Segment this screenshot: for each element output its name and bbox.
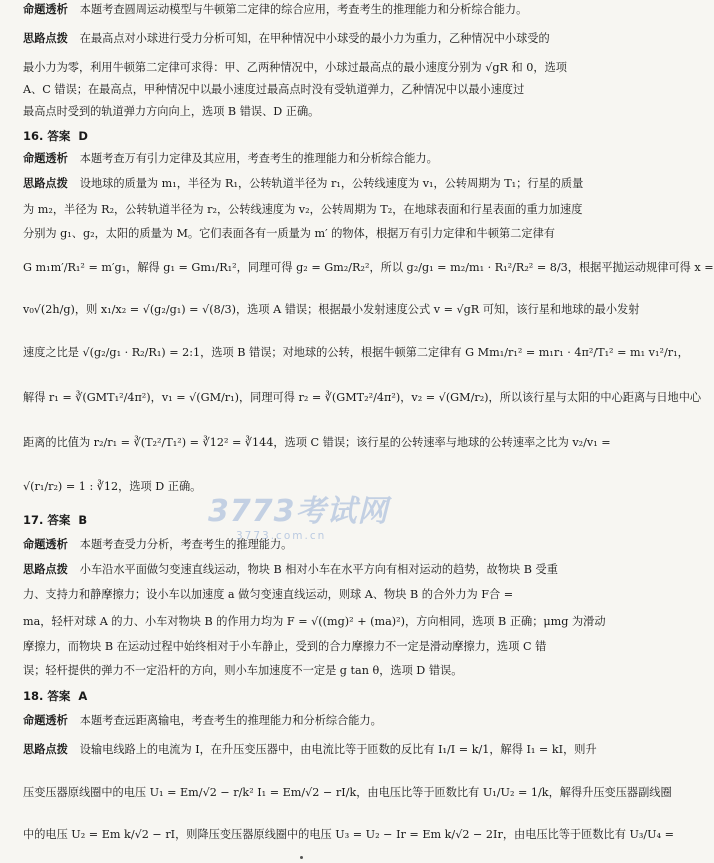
hint-text-4: 摩擦力，而物块 B 在运动过程中始终相对于小车静止，受到的合力摩擦力不一定是滑动摩擦力，选项 C 错 <box>23 640 547 653</box>
hint-line <box>23 33 581 44</box>
hint-text-3: ma，轻杆对球 A 的力、小车对物块 B 的作用力均为 F = √((mg)² + (ma)²)，方向相同，选项 B 正确；μmg 为滑动 <box>23 615 606 628</box>
hint-label: 思路点拨 <box>23 563 68 576</box>
analysis-line <box>23 715 581 726</box>
hint-text-1: 设地球的质量为 m₁，半径为 R₁，公转轨道半径为 r₁，公转线速度为 v₁，公转周期为 T₁；行星的质量 <box>79 177 584 190</box>
hint-text-8: 距离的比值为 r₂/r₁ = ∛(T₂²/T₁²) = ∛12² = ∛144，选项 C 错误；该行星的公转速率与地球的公转速率之比为 v₂/v₁ = <box>23 436 611 449</box>
answer-label: 16. 答案 <box>23 129 71 143</box>
answer-value: D <box>78 129 88 143</box>
hint-text-3: 分别为 g₁、g₂，太阳的质量为 M。它们表面各有一质量为 m′ 的物体，根据万有引力定律和牛顿第二定律有 <box>23 227 555 240</box>
hint-text-5: v₀√(2h/g)，则 x₁/x₂ = √(g₂/g₁) = √(8/3)，选项 A 错误；根据最小发射速度公式 v = √gR 可知，该行星和地球的最小发射 <box>23 303 640 316</box>
analysis-label: 命题透析 <box>23 3 68 16</box>
hint-line <box>23 743 597 756</box>
hint-text-5: 误；轻杆提供的弹力不一定沿杆的方向，则小车加速度不一定是 g tan θ，选项 D 错误。 <box>23 664 463 677</box>
analysis-label: 命题透析 <box>23 714 68 727</box>
hint-text-7: 解得 r₁ = ∛(GMT₁²/4π²)，v₁ = √(GM/r₁)，同理可得 r₂ = ∛(GMT₂²/4π²)，v₂ = √(GM/r₂)，所以该行星与太阳的中心距离与日地中心 <box>23 391 702 404</box>
analysis-label: 命题透析 <box>23 152 68 165</box>
hint-line <box>23 564 581 575</box>
hint-text-3: 中的电压 U₂ = Em k/√2 − rI，则降压变压器原线圈中的电压 U₃ = U₂ − Ir = Em k/√2 − 2Ir，由电压比等于匝数比有 U₃/U₄ = <box>23 828 674 841</box>
hint-text-2: 压变压器原线圈中的电压 U₁ = Em/√2 − r/k² I₁ = Em/√2 − rI/k，由电压比等于匝数比有 U₁/U₂ = 1/k，解得升压变压器副线圈 <box>23 786 672 799</box>
hint-label: 思路点拨 <box>23 32 68 45</box>
hint-text-1: 小车沿水平面做匀变速直线运动，物块 B 相对小车在水平方向有相对运动的趋势，故物块 B 受重 <box>79 563 558 576</box>
analysis-line <box>23 4 581 15</box>
analysis-text: 本题考查圆周运动模型与牛顿第二定律的综合应用，考查考生的推理能力和分析综合能力。 <box>79 3 528 16</box>
hint-label: 思路点拨 <box>23 743 68 756</box>
watermark-brand: 3773考试网 <box>208 494 389 529</box>
hint-text-2: 最小力为零，利用牛顿第二定律可求得：甲、乙两种情况中，小球过最高点的最小速度分别为 √gR 和 0，选项 <box>23 61 567 74</box>
analysis-text: 本题考查万有引力定律及其应用，考查考生的推理能力和分析综合能力。 <box>79 152 438 165</box>
hint-text-4: G m₁m′/R₁² = m′g₁，解得 g₁ = Gm₁/R₁²，同理可得 g₂ = Gm₂/R₂²，所以 g₂/g₁ = m₂/m₁ · R₁²/R₂² = 8/3，根据平抛运动规律可得 x = <box>23 261 714 274</box>
hint-text-2: 力、支持力和静摩擦力；设小车以加速度 a 做匀变速直线运动，则球 A、物块 B 的合外力为 F合 = <box>23 588 514 601</box>
answer-value: B <box>78 513 88 527</box>
hint-text-1: 设输电线路上的电流为 I，在升压变压器中，由电流比等于匝数的反比有 I₁/I = k/1，解得 I₁ = kI，则升 <box>79 743 597 756</box>
answer-value: A <box>78 689 88 703</box>
hint-text-4: 最高点时受到的轨道弹力方向向上，选项 B 错误、D 正确。 <box>23 105 320 118</box>
hint-line <box>23 177 584 190</box>
hint-label: 思路点拨 <box>23 177 68 190</box>
answer-label: 17. 答案 <box>23 513 71 527</box>
watermark-url: 3773.com.cn <box>236 530 327 542</box>
hint-text-6: 速度之比是 √(g₂/g₁ · R₂/R₁) = 2:1，选项 B 错误；对地球的公转，根据牛顿第二定律有 G Mm₁/r₁² = m₁r₁ · 4π²/T₁² = m₁ v₁²/r₁， <box>23 346 689 359</box>
page-dot <box>300 856 303 859</box>
hint-text-9: √(r₁/r₂) = 1 : ∛12，选项 D 正确。 <box>23 480 202 493</box>
hint-text-1: 在最高点对小球进行受力分析可知，在甲种情况中小球受的最小力为重力，乙种情况中小球受的 <box>79 32 550 45</box>
analysis-line <box>23 153 581 164</box>
answer-heading-16 <box>23 131 581 143</box>
hint-text-2: 为 m₂，半径为 R₂，公转轨道半径为 r₂，公转线速度为 v₂，公转周期为 T₂，在地球表面和行星表面的重力加速度 <box>23 203 583 216</box>
analysis-text: 本题考查远距离输电，考查考生的推理能力和分析综合能力。 <box>79 714 382 727</box>
hint-text-3: A、C 错误；在最高点，甲种情况中以最小速度过最高点时没有受轨道弹力，乙种情况中以最小速度过 <box>23 83 525 96</box>
analysis-text: 本题考查受力分析，考查考生的推理能力。 <box>79 538 293 551</box>
answer-heading-18 <box>23 691 581 703</box>
answer-label: 18. 答案 <box>23 689 71 703</box>
analysis-label: 命题透析 <box>23 538 68 551</box>
